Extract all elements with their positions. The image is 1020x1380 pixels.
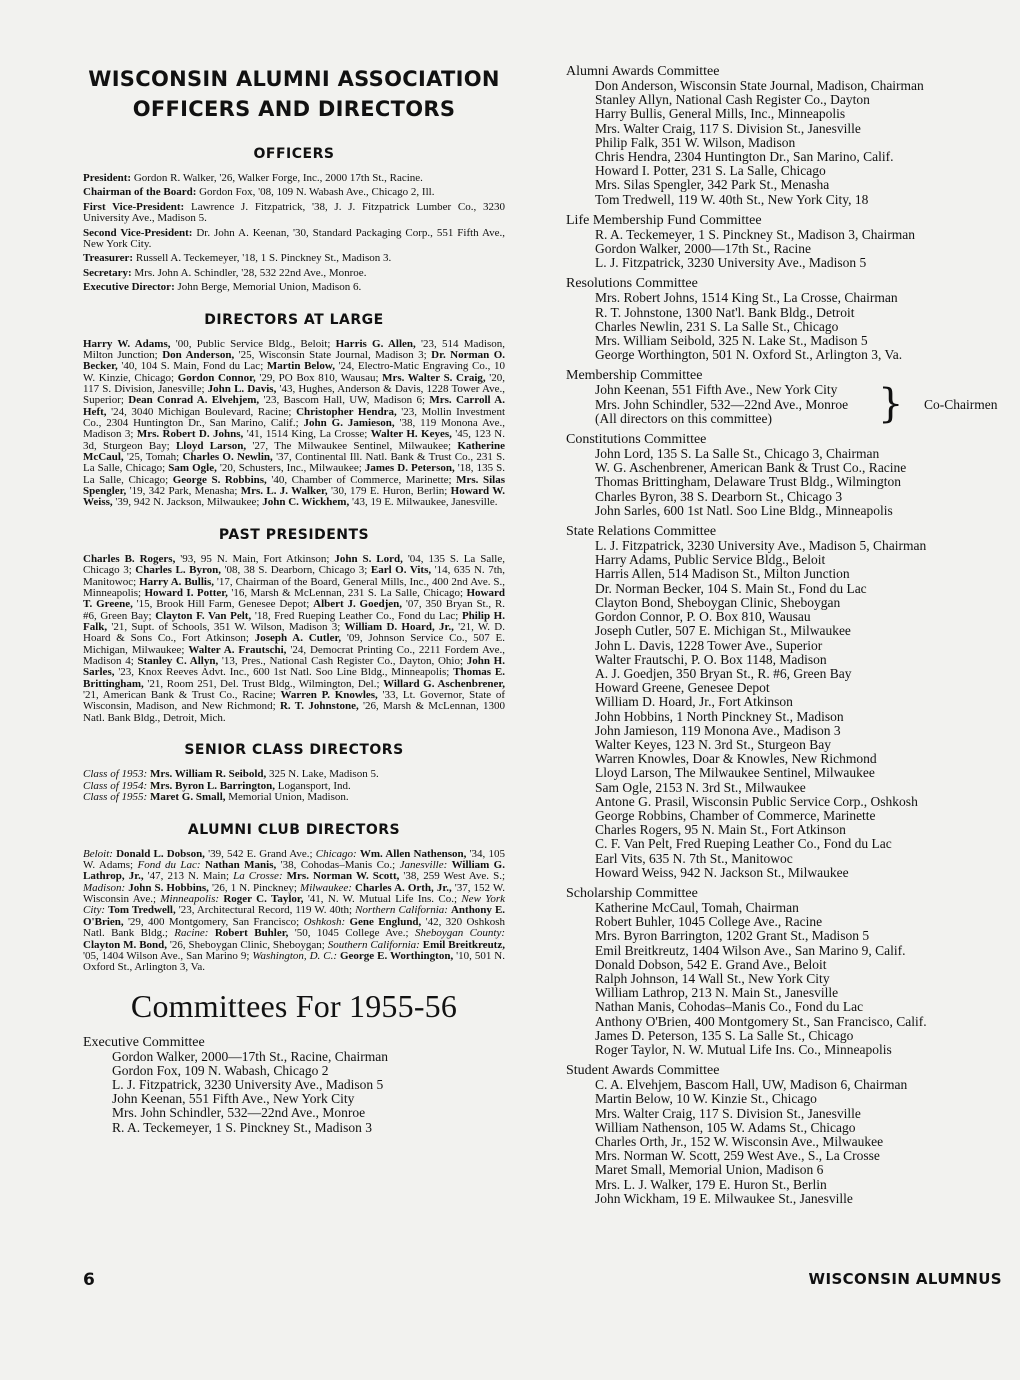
committee-member: Lloyd Larson, The Milwaukee Sentinel, Milwaukee <box>595 765 875 781</box>
committee <box>83 1035 505 1135</box>
person-details: '07, 350 Bryan St., R. #6, Green Bay; <box>83 598 506 622</box>
person-name: George S. Robbins, <box>172 473 267 486</box>
person-name: George E. Worthington, <box>339 949 454 962</box>
person-details: '29, 400 Montgomery, San Francisco; <box>123 915 304 928</box>
person-details: '26, Sheboygan Clinic, Sheboygan; <box>167 938 328 951</box>
committee <box>566 213 1006 271</box>
officer-entry <box>83 202 505 225</box>
person-details: '29, PO Box 810, Wausau; <box>255 371 383 384</box>
officer-details: Russell A. Teckemeyer, '18, 1 S. Pinckney St., Madison 3. <box>133 252 392 265</box>
officer-entry <box>83 268 505 279</box>
right-column <box>566 64 1006 1212</box>
committee <box>566 64 1006 207</box>
person-details: '21, W. D. Hoard & Sons Co., Fort Atkinson; <box>83 620 506 645</box>
committee-member: Joseph Cutler, 507 E. Michigan St., Milwaukee <box>595 623 851 639</box>
committee-title: Constitutions Committee <box>566 432 707 448</box>
person-name: Stanley C. Allyn, <box>137 654 219 667</box>
person-details: '24, Democrat Printing Co., 2211 Fordem Ave., Madison 4; <box>83 643 505 667</box>
person-details: '25, Tomah; <box>123 451 183 464</box>
person-name: Howard T. Greene, <box>83 586 505 611</box>
committee-member: Thomas Brittingham, Delaware Trust Bldg., Wilmington <box>595 474 901 490</box>
committee-member: Martin Below, 10 W. Kinzie St., Chicago <box>595 1091 817 1107</box>
club-city: Northern California: <box>355 904 451 917</box>
person-details: '23, Bascom Hall, UW, Madison 6; <box>259 394 430 407</box>
class-label: Class of 1953: <box>83 767 150 780</box>
committee-member: Mrs. Silas Spengler, 342 Park St., Menasha <box>595 177 830 193</box>
person-name: Joseph A. Cutler, <box>254 632 342 645</box>
person-name: William G. Lathrop, Jr., <box>83 859 505 883</box>
person-details: '04, 135 S. La Salle, Chicago 3; <box>83 552 505 577</box>
officers-list <box>83 173 505 294</box>
left-column <box>83 64 505 1141</box>
committee-member: Mrs. Walter Craig, 117 S. Division St., Janesville <box>595 120 861 136</box>
committee-member-list <box>566 1078 1006 1206</box>
committee-member: Mrs. William Seibold, 325 N. Lake St., Madison 5 <box>595 333 868 349</box>
person-details: '21, American Bank & Trust Co., Racine; <box>83 688 281 701</box>
person-name: Harris G. Allen, <box>335 337 416 350</box>
committee-member-list <box>566 901 1006 1057</box>
person-details: '43, Hughes, Anderson & Davis, 1228 Tower Ave., Superior; <box>83 383 505 407</box>
person-name: Clayton M. Bond, <box>83 938 168 951</box>
person-name: William D. Hoard, Jr., <box>344 620 454 633</box>
club-city: La Crosse: <box>233 870 287 883</box>
person-details: '47, 213 N. Main; <box>143 870 234 883</box>
person-name: John S. Hobbins, <box>128 881 209 894</box>
committee-member: John Sarles, 600 1st Natl. Soo Line Bldg., Minneapolis <box>595 502 893 518</box>
club-city: Fond du Lac: <box>137 859 205 872</box>
person-name: Sam Ogle, <box>168 462 217 475</box>
officer-details: Gordon R. Walker, '26, Walker Forge, Inc., 2000 17th St., Racine. <box>131 172 423 184</box>
person-details: '38, 259 West Ave. S.; <box>399 870 505 883</box>
person-details: '26, 1 N. Pinckney; <box>208 881 301 894</box>
committee-member: Mrs. L. J. Walker, 179 E. Huron St., Berlin <box>595 1176 827 1192</box>
officers-heading: OFFICERS <box>253 146 335 162</box>
committee-member: John L. Davis, 1228 Tower Ave., Superior <box>595 637 823 653</box>
committee-member: Emil Breitkreutz, 1404 Wilson Ave., San Marino 9, Calif. <box>595 942 906 958</box>
person-name: Thomas E. Brittingham, <box>83 666 505 690</box>
person-name: Don Anderson, <box>162 349 235 361</box>
person-details: '40, Chamber of Commerce, Marinette; <box>266 473 457 486</box>
person-details: '40, 104 S. Main, Fond du Lac; <box>117 360 267 373</box>
person-name: Charles L. Byron, <box>135 564 222 577</box>
person-name: Emil Breitkreutz, <box>422 938 505 951</box>
committee-member: Clayton Bond, Sheboygan Clinic, Sheboygan <box>595 594 841 610</box>
person-name: Walter H. Keyes, <box>370 428 452 441</box>
past-presidents-paragraph <box>83 554 505 724</box>
person-name: Mrs. Byron L. Barrington, <box>149 779 276 792</box>
person-name: Walter A. Frautschi, <box>188 643 287 656</box>
committee-member: R. T. Johnstone, 1300 Nat'l. Bank Bldg., Detroit <box>595 304 855 320</box>
person-details: '20, 117 S. Division, Janesville; <box>83 371 505 396</box>
committee-member: C. F. Van Pelt, Fred Rueping Leather Co., Fond du Lac <box>595 836 892 852</box>
person-details: '93, 95 N. Main, Fort Atkinson; <box>175 552 335 565</box>
committee-member: Howard I. Potter, 231 S. La Salle, Chicago <box>595 163 826 179</box>
person-details: '21, Supt. of Schools, 351 W. Wilson, Madison 3; <box>107 620 345 633</box>
committee-member: John Jamieson, 119 Monona Ave., Madison 3 <box>595 722 841 738</box>
committee-member-list <box>566 447 1006 518</box>
officer-details: John Berge, Memorial Union, Madison 6. <box>174 281 362 294</box>
person-details: '38, Cohodas–Manis Co.; <box>276 859 400 872</box>
committee-member: Charles Newlin, 231 S. La Salle St., Chicago <box>595 318 839 334</box>
person-name: Warren P. Knowles, <box>280 688 378 701</box>
officer-title: First Vice-President: <box>83 200 185 213</box>
committee-member: Harry Adams, Public Service Bldg., Beloit <box>595 552 826 568</box>
person-details: '50, 1045 College Ave.; <box>288 927 415 940</box>
committee-member: John Wickham, 19 E. Milwaukee St., Janesville <box>595 1190 853 1206</box>
committee-member: Gordon Connor, P. O. Box 810, Wausau <box>595 609 811 625</box>
person-details: '45, 123 N. 3d, Sturgeon Bay; <box>83 428 505 452</box>
officer-entry <box>83 282 505 293</box>
committee-member: John Lord, 135 S. La Salle St., Chicago 3, Chairman <box>595 446 880 462</box>
club-city: New York City: <box>83 893 505 917</box>
person-details: '09, Johnson Service Co., 507 E. Michigan, Milwaukee; <box>83 632 505 656</box>
club-city: Minneapolis: <box>160 893 224 906</box>
person-details: '42, 320 Oshkosh Natl. Bank Bldg.; <box>83 915 505 940</box>
committee-title: Alumni Awards Committee <box>566 64 720 79</box>
person-details: Logansport, Ind. <box>275 779 351 792</box>
committee-member: Howard Weiss, 942 N. Jackson St., Milwaukee <box>595 864 849 880</box>
committee-member: William D. Hoard, Jr., Fort Atkinson <box>595 694 793 710</box>
committee <box>566 276 1006 362</box>
committee-member: Mrs. Byron Barrington, 1202 Grant St., Madison 5 <box>595 928 870 944</box>
person-details: '37, 152 W. Wisconsin Ave.; <box>83 881 505 906</box>
committee-member: Warren Knowles, Doar & Knowles, New Richmond <box>595 751 877 767</box>
person-details: Memorial Union, Madison. <box>225 791 349 804</box>
person-name: R. T. Johnstone, <box>279 700 359 713</box>
committee-member: A. J. Goedjen, 350 Bryan St., R. #6, Green Bay <box>595 665 852 681</box>
committee-member: Robert Buhler, 1045 College Ave., Racine <box>595 914 823 930</box>
committee-member: George Robbins, Chamber of Commerce, Marinette <box>595 807 876 823</box>
committee-member-list <box>566 291 1006 362</box>
person-name: Philip H. Falk, <box>83 609 505 633</box>
committee-member-list <box>83 1050 505 1135</box>
person-details: '25, Wisconsin State Journal, Madison 3; <box>234 349 432 361</box>
officer-details: Gordon Fox, '08, 109 N. Wabash Ave., Chicago 2, Ill. <box>196 186 435 199</box>
officer-entry <box>83 173 505 184</box>
person-name: John C. Wickhem, <box>262 496 350 509</box>
person-name: Gene Englund, <box>349 915 422 928</box>
brace-icon: } <box>878 381 904 428</box>
committee-member: Earl Vits, 635 N. 7th St., Manitowoc <box>595 850 793 866</box>
person-details: '34, 105 W. Adams; <box>83 847 505 872</box>
class-label: Class of 1955: <box>83 791 150 804</box>
person-details: '18, 135 S. La Salle, Chicago; <box>83 462 506 486</box>
committee-title: Executive Committee <box>83 1034 205 1050</box>
committee-member-list <box>566 539 1006 880</box>
committee-member: Chris Hendra, 2304 Huntington Dr., San Marino, Calif. <box>595 149 894 165</box>
club-city: Janesville: <box>399 859 452 872</box>
person-name: Mrs. Walter S. Craig, <box>382 371 486 384</box>
officer-title: President: <box>83 172 132 184</box>
committee-member: John Keenan, 551 Fifth Ave., New York City <box>112 1091 355 1107</box>
person-name: Dr. Norman O. Becker, <box>83 349 506 373</box>
person-name: Gordon Connor, <box>177 371 256 384</box>
committee-member-list <box>566 228 1006 271</box>
person-name: Mrs. William R. Seibold, <box>149 767 267 780</box>
committee-member: Howard Greene, Genesee Depot <box>595 680 770 696</box>
committee-member: Stanley Allyn, National Cash Register Co., Dayton <box>595 92 870 108</box>
person-details: '38, 119 Monona Ave., Madison 3; <box>83 417 506 441</box>
person-name: Albert J. Goedjen, <box>313 598 403 611</box>
person-details: '15, Brook Hill Farm, Genesee Depot; <box>132 598 314 611</box>
committee-member: Anthony O'Brien, 400 Montgomery St., San Francisco, Calif. <box>595 1013 927 1029</box>
senior-class-list <box>83 769 505 804</box>
person-details: '05, 1404 Wilson Ave., San Marino 9; <box>83 949 253 962</box>
committee-member: Mrs. Robert Johns, 1514 King St., La Crosse, Chairman <box>595 290 898 306</box>
officer-title: Treasurer: <box>83 252 134 265</box>
committee-member: John Keenan, 551 Fifth Ave., New York City <box>595 382 838 398</box>
officer-details: Lawrence J. Fitzpatrick, '38, J. J. Fitzpatrick Lumber Co., 3230 University Ave., Madison 5. <box>83 200 505 225</box>
person-name: Clayton F. Van Pelt, <box>155 609 252 622</box>
page-title <box>83 64 505 124</box>
person-details: '23, Mollin Investment Co., 2304 Huntington Dr., San Marino, Calif.; <box>83 405 506 430</box>
person-details: '41, N. W. Mutual Life Ins. Co.; <box>303 893 462 906</box>
membership-committee <box>566 368 1006 426</box>
person-details: '21, Room 251, Del. Trust Bldg., Wilmington, Del.; <box>143 677 384 690</box>
committee-member: William Nathenson, 105 W. Adams St., Chicago <box>595 1119 856 1135</box>
committee-title: Life Membership Fund Committee <box>566 212 762 228</box>
club-city: Beloit: <box>83 847 117 860</box>
person-details: '10, 501 N. Oxford St., Arlington 3, Va. <box>83 949 505 974</box>
person-details: '13, Pres., National Cash Register Co., Dayton, Ohio; <box>218 654 467 667</box>
person-details: '17, Chairman of the Board, General Mills, Inc., 400 2nd Ave. S., Minneapolis; <box>83 575 505 599</box>
person-details: '16, Marsh & McLennan, 231 S. La Salle, Chicago; <box>227 586 467 599</box>
person-details: '23, Knox Reeves Advt. Inc., 600 1st Natl. Soo Line Bldg., Minneapolis; <box>114 666 454 679</box>
page-number: 6 <box>83 1270 95 1290</box>
person-name: James D. Peterson, <box>364 462 455 475</box>
officer-title: Second Vice-President: <box>83 226 193 239</box>
committee-member: Ralph Johnson, 14 Wall St., New York City <box>595 970 830 986</box>
committee-member: Mrs. John Schindler, 532—22nd Ave., Monroe <box>112 1105 366 1121</box>
alumni-clubs-paragraph <box>83 849 505 974</box>
committee-member: Don Anderson, Wisconsin State Journal, Madison, Chairman <box>595 78 924 93</box>
person-details: '20, Schusters, Inc., Milwaukee; <box>216 462 365 475</box>
person-name: Mrs. Norman W. Scott, <box>286 870 400 883</box>
committee-member: Harris Allen, 514 Madison St., Milton Junction <box>595 566 850 582</box>
person-details: '27, The Milwaukee Sentinel, Milwaukee; <box>246 439 458 452</box>
committee-member: Gordon Walker, 2000—17th St., Racine, Chairman <box>112 1048 388 1064</box>
person-details: '41, 1514 King, La Crosse; <box>243 428 371 441</box>
person-name: Howard W. Weiss, <box>83 485 505 509</box>
officer-title: Executive Director: <box>83 281 175 294</box>
committee-title: Resolutions Committee <box>566 276 698 292</box>
directors-heading: DIRECTORS AT LARGE <box>204 311 384 328</box>
person-name: Harry W. Adams, <box>83 337 171 350</box>
person-details: '33, Lt. Governor, State of Wisconsin, Madison, and New Richmond; <box>83 688 505 713</box>
membership-cochair-block <box>566 383 1006 426</box>
person-details: '24, 3040 Michigan Boulevard, Racine; <box>106 405 297 418</box>
committee-member: Nathan Manis, Cohodas–Manis Co., Fond du Lac <box>595 999 864 1015</box>
committee-member: Charles Rogers, 95 N. Main St., Fort Atkinson <box>595 822 846 838</box>
committee-member: Sam Ogle, 2153 N. 3rd St., Milwaukee <box>595 779 806 795</box>
person-details: '00, Public Service Bldg., Beloit; <box>170 337 336 350</box>
person-name: Robert Buhler, <box>214 927 289 940</box>
club-city: Madison: <box>83 881 129 894</box>
person-name: Charles A. Orth, Jr., <box>355 881 452 894</box>
officer-title: Chairman of the Board: <box>83 186 197 199</box>
committee-member: Mrs. John Schindler, 532—22nd Ave., Monroe <box>595 396 849 412</box>
committee-member: C. A. Elvehjem, Bascom Hall, UW, Madison 6, Chairman <box>595 1077 908 1093</box>
committee-member: L. J. Fitzpatrick, 3230 University Ave., Madison 5 <box>112 1076 384 1092</box>
committee <box>566 1063 1006 1206</box>
committee-member: (All directors on this committee) <box>595 410 772 426</box>
person-details: 325 N. Lake, Madison 5. <box>266 767 379 780</box>
committee-member: John Hobbins, 1 North Pinckney St., Madison <box>595 708 844 724</box>
person-name: Mrs. L. J. Walker, <box>240 485 328 498</box>
committee-member: Walter Keyes, 123 N. 3rd St., Sturgeon Bay <box>595 736 832 752</box>
club-city: Chicago: <box>315 847 360 860</box>
club-city: Oshkosh: <box>303 915 350 928</box>
cochair-label: Co-Chairmen <box>924 397 998 413</box>
person-name: Katherine McCaul, <box>83 439 505 464</box>
person-name: Mrs. Carroll A. Heft, <box>83 394 505 418</box>
person-details: '23, 514 Madison, Milton Junction; <box>83 337 505 361</box>
committee-member: Katherine McCaul, Tomah, Chairman <box>595 899 799 915</box>
person-name: Charles O. Newlin, <box>182 451 273 464</box>
committee-member: Mrs. Walter Craig, 117 S. Division St., Janesville <box>595 1105 861 1121</box>
officer-entry <box>83 253 505 264</box>
person-name: John H. Sarles, <box>83 654 505 679</box>
person-details: '14, 635 N. 7th, Manitowoc; <box>83 564 506 588</box>
committee-member: L. J. Fitzpatrick, 3230 University Ave., Madison 5, Chairman <box>595 538 927 554</box>
person-name: John S. Lord, <box>334 552 403 565</box>
past-presidents-heading: PAST PRESIDENTS <box>218 526 370 543</box>
person-name: Roger C. Taylor, <box>223 893 304 906</box>
committee-member: Harry Bullis, General Mills, Inc., Minneapolis <box>595 106 846 122</box>
club-city: Racine: <box>174 927 215 940</box>
committee-title: State Relations Committee <box>566 524 717 540</box>
officer-details: Dr. John A. Keenan, '30, Standard Packaging Corp., 551 Fifth Ave., New York City. <box>83 226 505 251</box>
committee-member: Gordon Walker, 2000—17th St., Racine <box>595 241 811 257</box>
committee-member: Dr. Norman Becker, 104 S. Main St., Fond du Lac <box>595 580 867 596</box>
directors-paragraph <box>83 339 505 509</box>
committee-member: Charles Orth, Jr., 152 W. Wisconsin Ave., Milwaukee <box>595 1134 884 1149</box>
committee-member: James D. Peterson, 135 S. La Salle St., Chicago <box>595 1027 854 1043</box>
class-label: Class of 1954: <box>83 779 150 792</box>
person-name: Mrs. Silas Spengler, <box>83 473 505 498</box>
right-committees-b <box>566 432 1006 1206</box>
committee-member: R. A. Teckemeyer, 1 S. Pinckney St., Madison 3, Chairman <box>595 226 915 242</box>
person-details: '08, 38 S. Dearborn, Chicago 3; <box>221 564 371 577</box>
person-name: Nathan Manis, <box>204 859 277 872</box>
senior-class-entry <box>83 792 505 804</box>
person-name: Earl O. Vits, <box>370 564 432 577</box>
person-name: Lloyd Larson, <box>175 439 247 452</box>
committee <box>566 432 1006 518</box>
person-name: Christopher Hendra, <box>296 405 397 418</box>
person-details: '24, Electro-Matic Engraving Co., 10 W. Kinzie, Chicago; <box>83 360 505 384</box>
person-name: John G. Jamieson, <box>303 417 395 430</box>
committee-member: George Worthington, 501 N. Oxford St., Arlington 3, Va. <box>595 347 903 363</box>
person-details: '18, Fred Rueping Leather Co., Fond du Lac; <box>251 609 462 622</box>
person-name: Willard G. Aschenbrener, <box>383 677 506 690</box>
committee-title: Student Awards Committee <box>566 1063 720 1079</box>
person-name: Wm. Allen Nathenson, <box>359 847 467 860</box>
committee-member: Maret Small, Memorial Union, Madison 6 <box>595 1162 824 1178</box>
person-details: '37, Continental Ill. Natl. Bank & Trust Co., 231 S. La Salle, Chicago; <box>83 451 506 475</box>
committee-member: R. A. Teckemeyer, 1 S. Pinckney St., Madison 3 <box>112 1119 372 1135</box>
title-line-1: WISCONSIN ALUMNI ASSOCIATION <box>88 67 500 91</box>
person-details: '39, 942 N. Jackson, Milwaukee; <box>112 496 263 509</box>
person-name: Maret G. Small, <box>149 791 226 804</box>
committee-member: William Lathrop, 213 N. Main St., Janesville <box>595 985 839 1001</box>
officer-entry <box>83 187 505 198</box>
person-name: Donald L. Dobson, <box>116 847 205 860</box>
committee-member: Gordon Fox, 109 N. Wabash, Chicago 2 <box>112 1062 329 1078</box>
magazine-name: WISCONSIN ALUMNUS <box>808 1270 1002 1288</box>
committee-member: Roger Taylor, N. W. Mutual Life Ins. Co., Minneapolis <box>595 1041 892 1057</box>
right-committees-a <box>566 64 1006 362</box>
person-name: Tom Tredwell, <box>108 904 176 917</box>
membership-committee-title: Membership Committee <box>566 368 703 384</box>
committee-title: Scholarship Committee <box>566 885 698 901</box>
committee-member: W. G. Aschenbrener, American Bank & Trust Co., Racine <box>595 460 907 476</box>
club-city: Washington, D. C.: <box>252 949 340 962</box>
person-details: '19, 342 Park, Menasha; <box>126 485 241 498</box>
officer-entry <box>83 228 505 251</box>
person-details: '26, Marsh & McLennan, 1300 Natl. Bank Bldg., Detroit, Mich. <box>83 700 505 724</box>
committees-heading: Committees For 1955-56 <box>130 987 458 1024</box>
alumni-clubs-heading: ALUMNI CLUB DIRECTORS <box>187 821 401 838</box>
committee-member: Tom Tredwell, 119 W. 40th St., New York City, 18 <box>595 191 869 207</box>
committee-member: Charles Byron, 38 S. Dearborn St., Chicago 3 <box>595 488 843 504</box>
person-details: '23, Architectural Record, 119 W. 40th; <box>175 904 356 917</box>
committee-member-list <box>566 79 1006 207</box>
club-city: Southern California: <box>327 938 423 951</box>
committee-member: L. J. Fitzpatrick, 3230 University Ave., Madison 5 <box>595 255 867 271</box>
committee-member: Antone G. Prasil, Wisconsin Public Service Corp., Oshkosh <box>595 793 918 809</box>
person-details: '30, 179 E. Huron, Berlin; <box>327 485 451 498</box>
committee-member: Philip Falk, 351 W. Wilson, Madison <box>595 134 796 150</box>
club-city: Milwaukee: <box>300 881 355 894</box>
person-details: '43, 19 E. Milwaukee, Janesville. <box>349 496 498 509</box>
committee <box>566 524 1006 880</box>
person-name: Harry A. Bullis, <box>139 575 214 588</box>
committee-member: Walter Frautschi, P. O. Box 1148, Madison <box>595 651 827 667</box>
officer-title: Secretary: <box>83 266 132 279</box>
person-name: John L. Davis, <box>207 383 277 396</box>
person-name: Dean Conrad A. Elvehjem, <box>128 394 260 407</box>
club-city: Sheboygan County: <box>414 927 506 940</box>
person-name: Anthony E. O'Brien, <box>83 904 506 928</box>
person-name: Mrs. Robert D. Johns, <box>136 428 244 441</box>
person-details: '39, 542 E. Grand Ave.; <box>204 847 316 860</box>
committee-member: Donald Dobson, 542 E. Grand Ave., Beloit <box>595 956 827 972</box>
person-name: Charles B. Rogers, <box>83 552 176 565</box>
person-name: Howard I. Potter, <box>144 586 228 599</box>
committee <box>566 886 1006 1057</box>
officer-details: Mrs. John A. Schindler, '28, 532 22nd Ave., Monroe. <box>131 266 367 279</box>
left-committees <box>83 1035 505 1135</box>
title-line-2: OFFICERS AND DIRECTORS <box>132 97 456 121</box>
committee-member: Mrs. Norman W. Scott, 259 West Ave., S., La Crosse <box>595 1148 880 1164</box>
senior-class-heading: SENIOR CLASS DIRECTORS <box>184 741 404 758</box>
person-name: Martin Below, <box>266 360 335 373</box>
